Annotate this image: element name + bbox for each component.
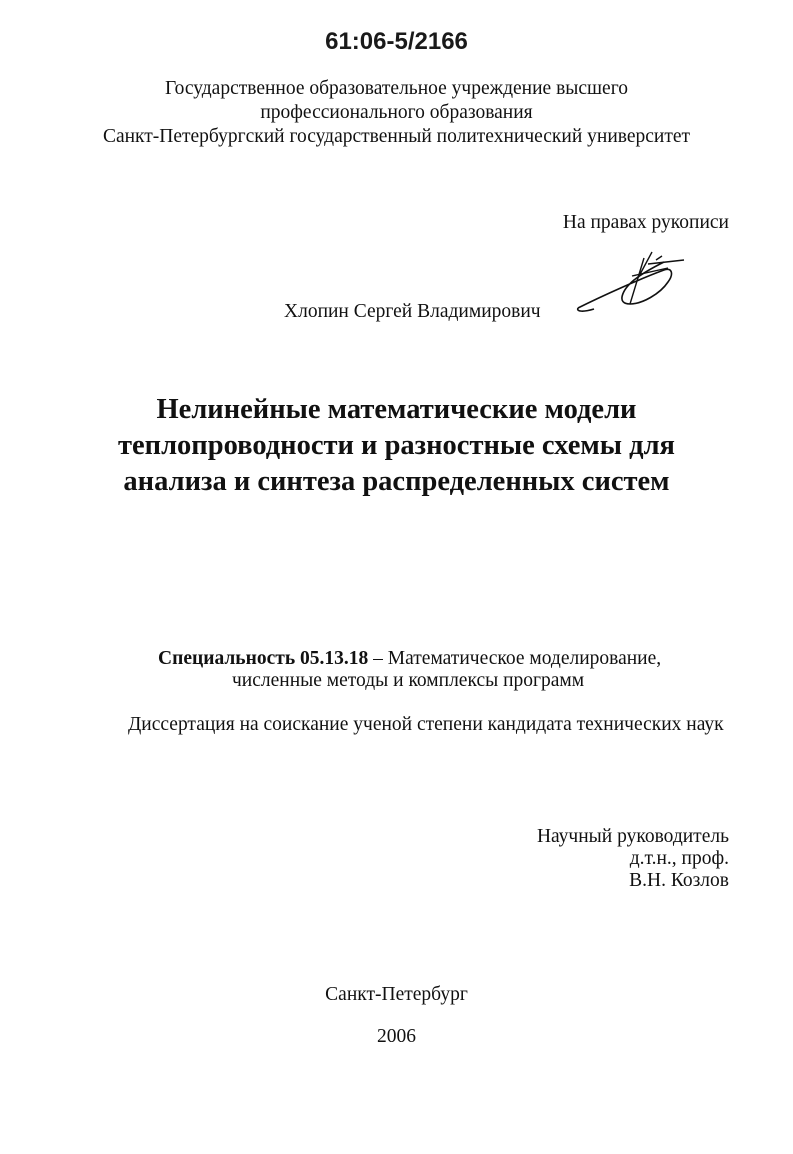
- dissertation-title-line-2: теплопроводности и разностные схемы для: [118, 430, 675, 461]
- specialty-dash: –: [368, 648, 388, 669]
- institution-line-3: Санкт-Петербургский государственный политехнический университет: [102, 126, 691, 147]
- supervisor-degree: д.т.н., проф.: [629, 848, 729, 869]
- registry-code: 61:06-5/2166: [325, 28, 468, 55]
- specialty-line-2: численные методы и комплексы программ: [232, 670, 585, 691]
- dissertation-title-line-1: Нелинейные математические модели: [156, 394, 637, 425]
- author-name: Хлопин Сергей Владимирович: [284, 301, 541, 322]
- specialty-name: Математическое моделирование,: [387, 648, 662, 669]
- dissertation-type: Диссертация на соискание ученой степени кандидата технических наук: [128, 714, 724, 735]
- signature-icon: [572, 248, 692, 318]
- specialty-line-1: [158, 648, 661, 670]
- supervisor-name: В.Н. Козлов: [629, 870, 729, 891]
- specialty-label: Специальность 05.13.18: [158, 648, 369, 669]
- institution-line-2: профессионального образования: [260, 102, 533, 123]
- year: 2006: [377, 1026, 416, 1047]
- city: Санкт-Петербург: [325, 984, 468, 1005]
- dissertation-title-line-3: анализа и синтеза распределенных систем: [123, 466, 670, 497]
- supervisor-label: Научный руководитель: [536, 826, 729, 847]
- manuscript-rights: На правах рукописи: [562, 212, 729, 233]
- institution-line-1: Государственное образовательное учреждение высшего: [165, 78, 628, 99]
